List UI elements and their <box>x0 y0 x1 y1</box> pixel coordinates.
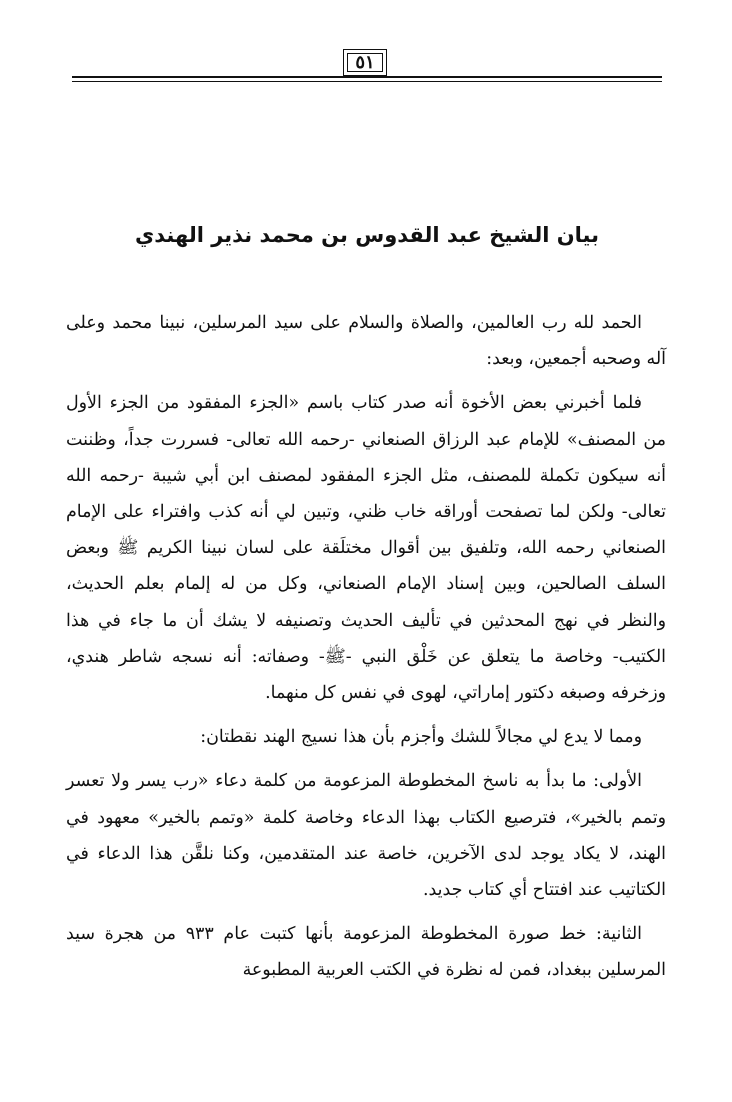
paragraph-1: الحمد لله رب العالمين، والصلاة والسلام على سيد المرسلين، نبينا محمد وعلى آله وصحبه أجمعين، وبعد: <box>66 313 666 370</box>
page-number: ٥١ <box>355 51 375 73</box>
paragraph-4: الأولى: ما بدأ به ناسخ المخطوطة المزعومة من كلمة دعاء «رب يسر ولا تعسر وتمم بالخير»، فترصيع الكتاب بهذا الدعاء وخاصة كلمة «وتمم بالخير» معهود في الهند، لا يكاد يوجد لدى الآخرين، خاصة عند المتقدمين، وكنا نلقَّن هذا الدعاء في الكتاتيب عند افتتاح أي كتاب جديد. <box>66 771 666 901</box>
paragraph-5: الثانية: خط صورة المخطوطة المزعومة بأنها كتبت عام ٩٣٣ من هجرة سيد المرسلين ببغداد، فمن له نظرة في الكتب العربية المطبوعة <box>66 924 666 981</box>
paragraph-2: فلما أخبرني بعض الأخوة أنه صدر كتاب باسم «الجزء المفقود من الجزء الأول من المصنف» للإمام عبد الرزاق الصنعاني -رحمه الله تعالى- فسررت جداً، وظننت أنه سيكون تكملة للمصنف، مثل الجزء المفقود لمصنف ابن أبي شيبة -رحمه الله تعالى- ولكن لما تصفحت أوراقه خاب ظني، وتبين لي أنه كذب وافتراء على الإمام الصنعاني رحمه الله، وتلفيق بين أقوال مختلَقة على لسان نبينا الكريم ﷺ وبعض السلف الصالحين، وبين إسناد الإمام الصنعاني، وكل من له إلمام بعلم الحديث، والنظر في نهج المحدثين في تأليف الحديث وتصنيفه لا يشك أن ما جاء في هذا الكتيب- وخاصة ما يتعلق عن خَلْق النبي -ﷺ- وصفاته: أنه نسجه شاطر هندي، وزخرفه وصبغه دكتور إماراتي، لهوى في نفس كل منهما. <box>66 393 666 704</box>
page-number-frame <box>343 49 387 76</box>
header-rule <box>72 76 662 78</box>
section-title: بيان الشيخ عبد القدوس بن محمد نذير الهندي <box>135 223 599 247</box>
body-text <box>66 305 666 997</box>
paragraph-3: ومما لا يدع لي مجالاً للشك وأجزم بأن هذا نسيج الهند نقطتان: <box>200 727 642 748</box>
header-rule-thin <box>72 81 662 82</box>
